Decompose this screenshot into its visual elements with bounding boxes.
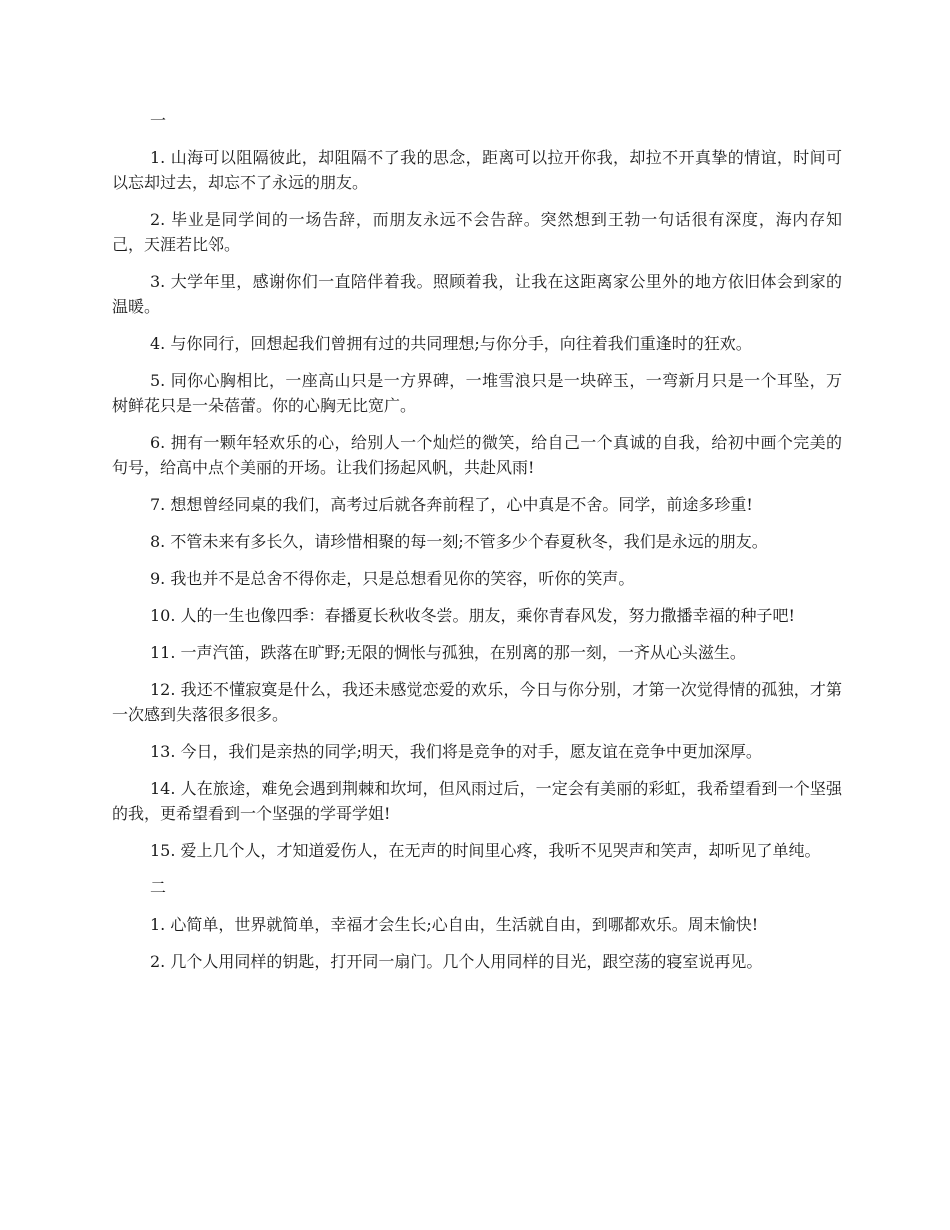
paragraph-1-14: 14. 人在旅途，难免会遇到荆棘和坎坷，但风雨过后，一定会有美丽的彩虹，我希望看到一个坚强的我，更希望看到一个坚强的学哥学姐! [112, 779, 842, 823]
paragraph-1-3: 3. 大学年里，感谢你们一直陪伴着我。照顾着我，让我在这距离家公里外的地方依旧体会到家的温暖。 [112, 272, 842, 316]
section-heading-2: 二 [150, 878, 167, 897]
paragraph-1-9: 9. 我也并不是总舍不得你走，只是总想看见你的笑容，听你的笑声。 [150, 569, 635, 588]
paragraph-1-1: 1. 山海可以阻隔彼此，却阻隔不了我的思念，距离可以拉开你我，却拉不开真挚的情谊，时间可以忘却过去，却忘不了永远的朋友。 [112, 148, 842, 192]
paragraph-1-11: 11. 一声汽笛，跌落在旷野;无限的惆怅与孤独，在别离的那一刻，一齐从心头滋生。 [150, 643, 746, 662]
paragraph-1-5: 5. 同你心胸相比，一座高山只是一方界碑，一堆雪浪只是一块碎玉，一弯新月只是一个耳坠，万树鲜花只是一朵蓓蕾。你的心胸无比宽广。 [112, 371, 842, 415]
paragraph-1-12: 12. 我还不懂寂寞是什么，我还未感觉恋爱的欢乐，今日与你分别，才第一次觉得情的孤独，才第一次感到失落很多很多。 [112, 680, 842, 724]
paragraph-1-8: 8. 不管未来有多长久，请珍惜相聚的每一刻;不管多少个春夏秋冬，我们是永远的朋友。 [150, 532, 768, 551]
paragraph-1-4: 4. 与你同行，回想起我们曾拥有过的共同理想;与你分手，向往着我们重逢时的狂欢。 [150, 334, 752, 353]
paragraph-1-15: 15. 爱上几个人，才知道爱伤人，在无声的时间里心疼，我听不见哭声和笑声，却听见了单纯。 [150, 841, 821, 860]
paragraph-1-6: 6. 拥有一颗年轻欢乐的心，给别人一个灿烂的微笑，给自己一个真诚的自我，给初中画个完美的句号，给高中点个美丽的开场。让我们扬起风帆，共赴风雨! [112, 433, 842, 477]
paragraph-1-2: 2. 毕业是同学间的一场告辞，而朋友永远不会告辞。突然想到王勃一句话很有深度，海内存知己，天涯若比邻。 [112, 210, 842, 254]
paragraph-1-7: 7. 想想曾经同桌的我们，高考过后就各奔前程了，心中真是不舍。同学，前途多珍重! [150, 495, 753, 514]
paragraph-1-13: 13. 今日，我们是亲热的同学;明天，我们将是竞争的对手，愿友谊在竞争中更加深厚。 [150, 742, 762, 761]
paragraph-1-10: 10. 人的一生也像四季：春播夏长秋收冬尝。朋友，乘你青春风发，努力撒播幸福的种子吧! [150, 606, 795, 625]
section-heading-1: 一 [150, 111, 167, 130]
document-page [112, 108, 842, 986]
paragraph-2-2: 2. 几个人用同样的钥匙，打开同一扇门。几个人用同样的目光，跟空荡的寝室说再见。 [150, 952, 763, 971]
paragraph-2-1: 1. 心简单，世界就简单，幸福才会生长;心自由，生活就自由，到哪都欢乐。周末愉快! [150, 915, 759, 934]
